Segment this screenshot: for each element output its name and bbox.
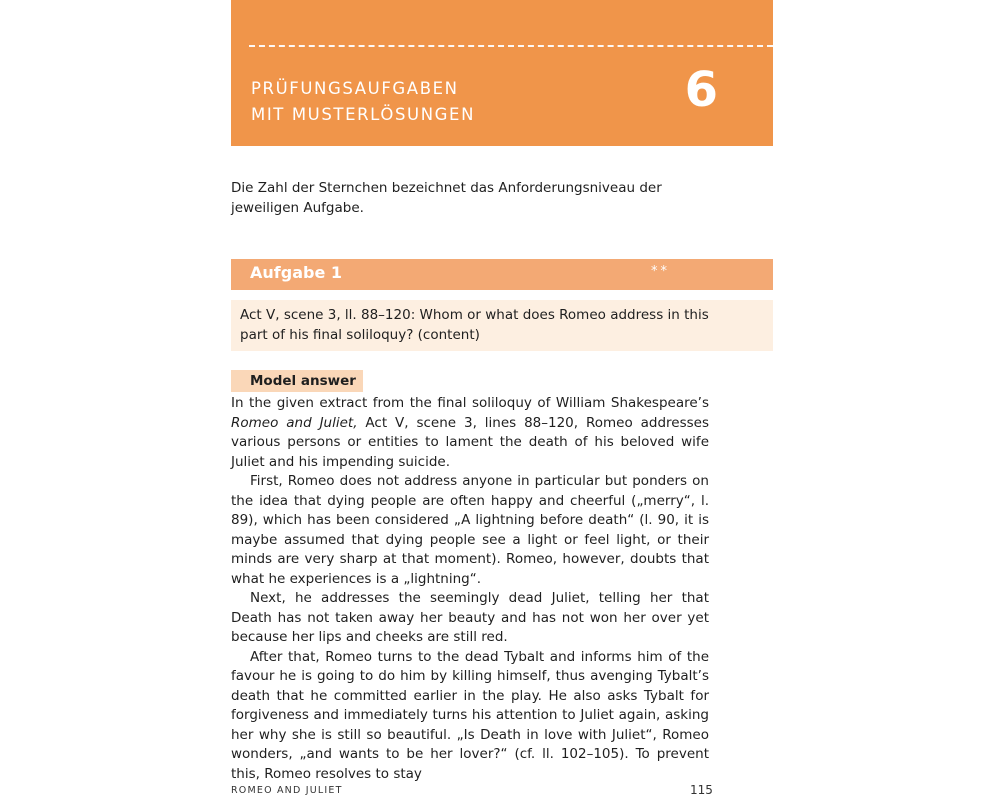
task-title: Aufgabe 1 bbox=[250, 263, 342, 282]
difficulty-stars: ** bbox=[651, 264, 670, 279]
answer-paragraph bbox=[231, 394, 709, 472]
question-text: Act V, scene 3, ll. 88–120: Whom or what does Romeo address in this part of his final soliloquy? (content) bbox=[240, 307, 709, 343]
answer-paragraph: First, Romeo does not address anyone in particular but ponders on the idea that dying people are often happy and cheerful („merry“, l. 89), which has been considered „A lightning before death“ (l. 90, it is maybe assumed that dying people see a light or feel light, or their minds are very sharp at that moment). Romeo, however, doubts that what he experiences is a „lightning“. bbox=[231, 473, 709, 587]
chapter-number: 6 bbox=[684, 62, 718, 118]
chapter-title bbox=[251, 76, 475, 128]
intro-text: Die Zahl der Sternchen bezeichnet das Anforderungsniveau der jeweiligen Aufgabe. bbox=[231, 180, 662, 216]
dashed-divider bbox=[249, 45, 773, 47]
chapter-title-line1: PRÜFUNGSAUFGABEN bbox=[251, 79, 459, 98]
answer-p1-post: Act V, scene 3, lines 88–120, Romeo addresses various persons or entities to lament the death of his beloved wife Juliet and his impending suicide. bbox=[231, 414, 709, 470]
chapter-banner bbox=[231, 0, 773, 146]
answer-p1-title: Romeo and Juliet, bbox=[231, 414, 358, 431]
answer-paragraph: Next, he addresses the seemingly dead Juliet, telling her that Death has not taken away her beauty and has not won her over yet because her lips and cheeks are still red. bbox=[231, 590, 709, 645]
question-box bbox=[231, 300, 773, 351]
answer-paragraph: After that, Romeo turns to the dead Tybalt and informs him of the favour he is going to do him by killing himself, thus avenging Tybalt’s death that he committed earlier in the play. He also asks Tybalt for forgiveness and immediately turns his attention to Juliet again, asking her why she is still so beautiful. „Is Death in love with Juliet“, Romeo wonders, „and wants to be her lover?“ (cf. ll. 102–105). To prevent this, Romeo resolves to stay bbox=[231, 648, 709, 782]
task-header bbox=[231, 259, 773, 290]
model-answer-text bbox=[231, 394, 709, 784]
footer-book-title: ROMEO AND JULIET bbox=[231, 785, 343, 796]
chapter-title-line2: MIT MUSTERLÖSUNGEN bbox=[251, 105, 476, 124]
model-answer-label: Model answer bbox=[231, 370, 363, 392]
page-number: 115 bbox=[690, 783, 713, 797]
answer-p1-pre: In the given extract from the final soliloquy of William Shakespeare’s bbox=[231, 395, 709, 411]
